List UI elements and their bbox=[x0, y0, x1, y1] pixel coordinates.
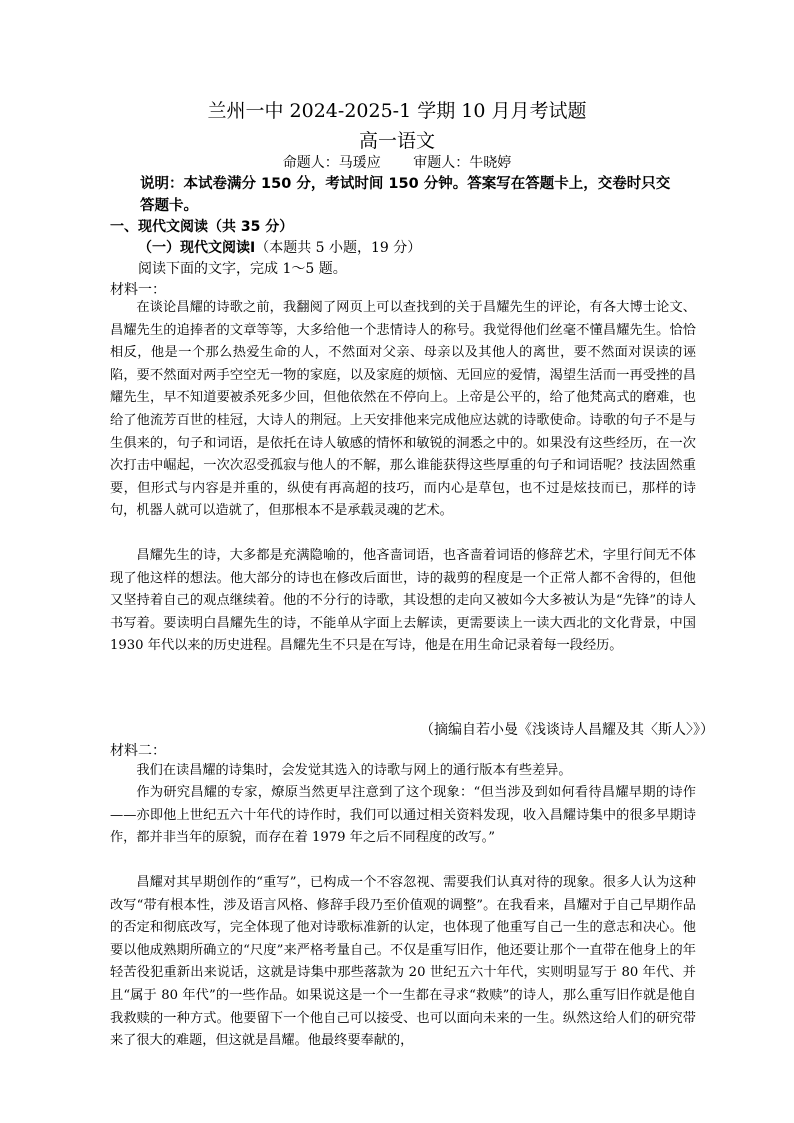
setter-label: 命题人：马瑗应 bbox=[282, 155, 381, 171]
material1-label: 材料一： bbox=[110, 282, 166, 298]
exam-note: 说明：本试卷满分 150 分，考试时间 150 分钟。答案写在答题卡上，交卷时只交答题卡。 bbox=[140, 176, 671, 214]
section-heading: 一、现代文阅读（共 35 分） bbox=[110, 219, 294, 235]
material1-paragraph: 在谈论昌耀的诗歌之前，我翻阅了网页上可以查找到的关于昌耀先生的评论，有各大博士论文、昌耀先生的追捧者的文章等等，大多给他一个悲情诗人的称号。我觉得他们丝毫不懂昌耀先生。恰恰相反，他是一个那么热爱生命的人，不然面对父亲、母亲以及其他人的离世，要不然面对误读的诬陷，要不然面对两手空空无一物的家庭，以及家庭的烦恼、无回应的爱情，渴望生活而一再受挫的昌耀先生，早不知道要被杀死多少回，但他依然在不停向上。上帝是公平的，给了他梵高式的磨难，也给了他流芳百世的桂冠，大诗人的荆冠。上天安排他来完成他应达就的诗歌使命。诗歌的句子不是与生俱来的，句子和词语，是依托在诗人敏感的情怀和敏锐的洞悉之中的。如果没有这些经历，在一次次打击中崛起，一次次忍受孤寂与他人的不解，那么谁能获得这些厚重的句子和词语呢？技法固然重要，但形式与内容是并重的，纵使有再高超的技巧，而内心是草包，也不过是炫技而已，那样的诗句，机器人就可以造就了，但那根本不是承载灵魂的艺术。 bbox=[110, 300, 696, 519]
sub-heading-rest: （本题共 5 小题，19 分） bbox=[255, 240, 422, 256]
material1-paragraph: 昌耀先生的诗，大多都是充满隐喻的，他吝啬词语，也吝啬着词语的修辞艺术，字里行间无不体现了他这样的想法。他大部分的诗也在修改后面世，诗的裁剪的程度是一个正常人都不舍得的，但他又坚持着自己的观点继续着。他的不分行的诗歌，其设想的走向又被如今大多被认为是“先锋”的诗人书写着。要读明白昌耀先生的诗，不能单从字面上去解读，更需要读上一读大西北的文化背景，中国 1930 年代以来的历史进程。昌耀先生不只是在写诗，他是在用生命记录着每一段经历。 bbox=[110, 548, 696, 654]
exam-subtitle: 高一语文 bbox=[358, 130, 435, 152]
instruction: 阅读下面的文字，完成 1～5 题。 bbox=[138, 261, 347, 277]
exam-title: 兰州一中 2024-2025-1 学期 10 月月考试题 bbox=[207, 100, 587, 122]
author-line bbox=[0, 153, 794, 173]
material2-label: 材料二： bbox=[110, 743, 166, 759]
reviewer-label: 审题人：牛晓婷 bbox=[413, 155, 512, 171]
material1-source: （摘编自若小曼《浅谈诗人昌耀及其〈斯人〉》） bbox=[420, 722, 714, 738]
sub-heading-bold: （一）现代文阅读Ⅰ bbox=[138, 240, 256, 256]
sub-section-heading bbox=[138, 238, 421, 258]
material2-paragraph: 昌耀对其早期创作的“重写”，已构成一个不容忽视、需要我们认真对待的现象。很多人认为这种改写“带有根本性，涉及语言风格、修辞手段乃至价值观的调整”。在我看来，昌耀对于自己早期作品的否定和彻底改写，完全体现了他对诗歌标准新的认定，也体现了他重写自己一生的意志和决心。他要以他成熟期所确立的“尺度”来严格考量自己。不仅是重写旧作，他还要让那个一直带在他身上的年轻苦役犯重新出来说话，这就是诗集中那些落款为 20 世纪五六十年代，实则明显写于 80 年代、并且“属于 80 年代”的一些作品。如果说这是一个一生都在寻求“救赎”的诗人，那么重写旧作就是他自我救赎的一种方式。他要留下一个他自己可以接受、也可以面向未来的一生。纵然这给人们的研究带来了很大的难题，但这就是昌耀。他最终要奉献的， bbox=[110, 875, 696, 1049]
material2-paragraph: 作为研究昌耀的专家，燎原当然更早注意到了这个现象：“但当涉及到如何看待昌耀早期的诗作——亦即他上世纪五六十年代的诗作时，我们可以通过相关资料发现，收入昌耀诗集中的很多早期诗作，都并非当年的原貌，而存在着 1979 年之后不同程度的改写。” bbox=[110, 785, 696, 846]
material2-paragraph: 我们在读昌耀的诗集时，会发觉其选入的诗歌与网上的通行版本有些差异。 bbox=[136, 763, 572, 778]
